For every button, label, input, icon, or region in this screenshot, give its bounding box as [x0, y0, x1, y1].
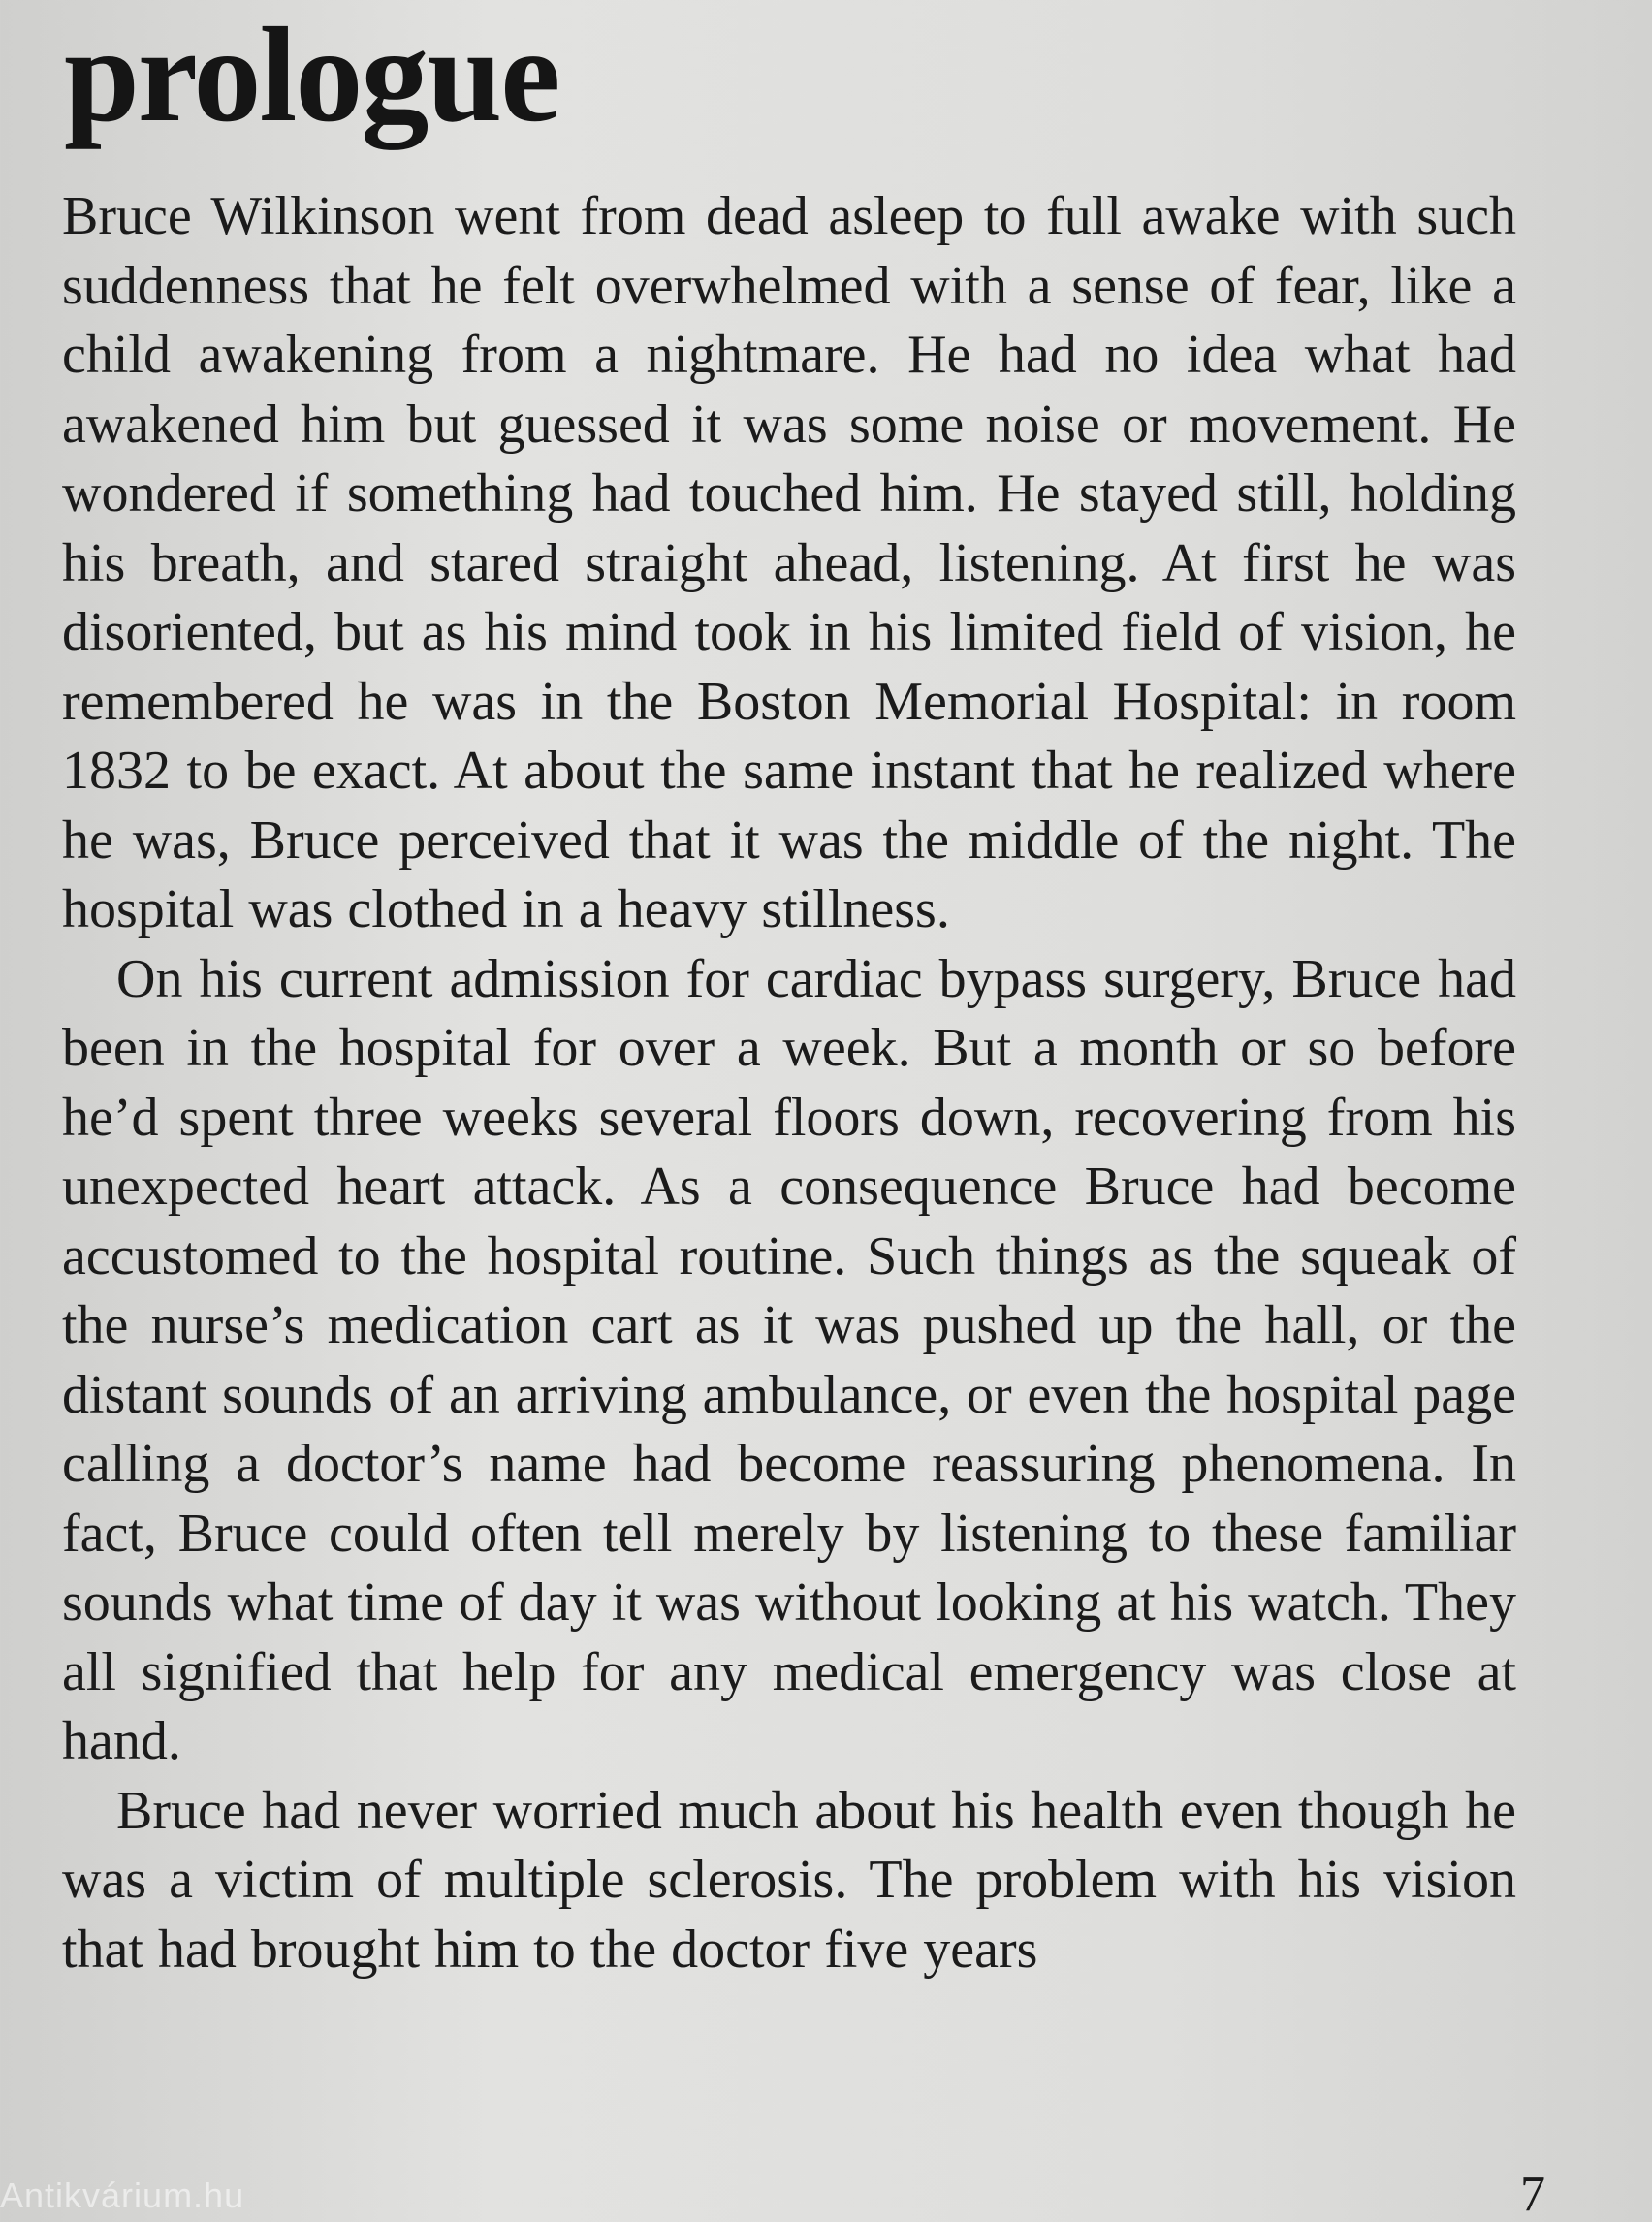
watermark: Antikvárium.hu — [0, 2175, 245, 2215]
page-number: 7 — [1520, 2167, 1545, 2222]
paragraph: On his current admission for cardiac bypass surgery, Bruce had been in the hospital for over a week. But a month or so before he’d spent three weeks several floors down, recovering from his unexpected heart attack. As a consequence Bruce had become accustomed to the hospital routine. Such things as the squeak of the nurse’s medication cart as it was pushed up the hall, or the distant sounds of an arriving ambulance, or even the hospital page calling a doctor’s name had become reassuring phenomena. In fact, Bruce could often tell merely by listening to these familiar sounds what time of day it was without looking at his watch. They all signified that help for any medical emergency was close at hand. — [62, 948, 1516, 1771]
paragraph: Bruce Wilkinson went from dead asleep to full awake with such suddenness that he felt overwhelmed with a sense of fear, like a child awakening from a nightmare. He had no idea what had awakened him but guessed it was some noise or movement. He wondered if something had touched him. He stayed still, holding his breath, and stared straight ahead, listening. At first he was disoriented, but as his mind took in his limited field of vision, he remembered he was in the Boston Memorial Hospital: in room 1832 to be exact. At about the same instant that he realized where he was, Bruce perceived that it was the middle of the night. The hospital was clothed in a heavy stillness. — [62, 186, 1516, 939]
paragraph: Bruce had never worried much about his health even though he was a victim of multiple sclerosis. The problem with his vision that had brought him to the doctor five years — [62, 1780, 1516, 1980]
chapter-title: prologue — [64, 0, 559, 150]
body-text — [62, 182, 1516, 1984]
